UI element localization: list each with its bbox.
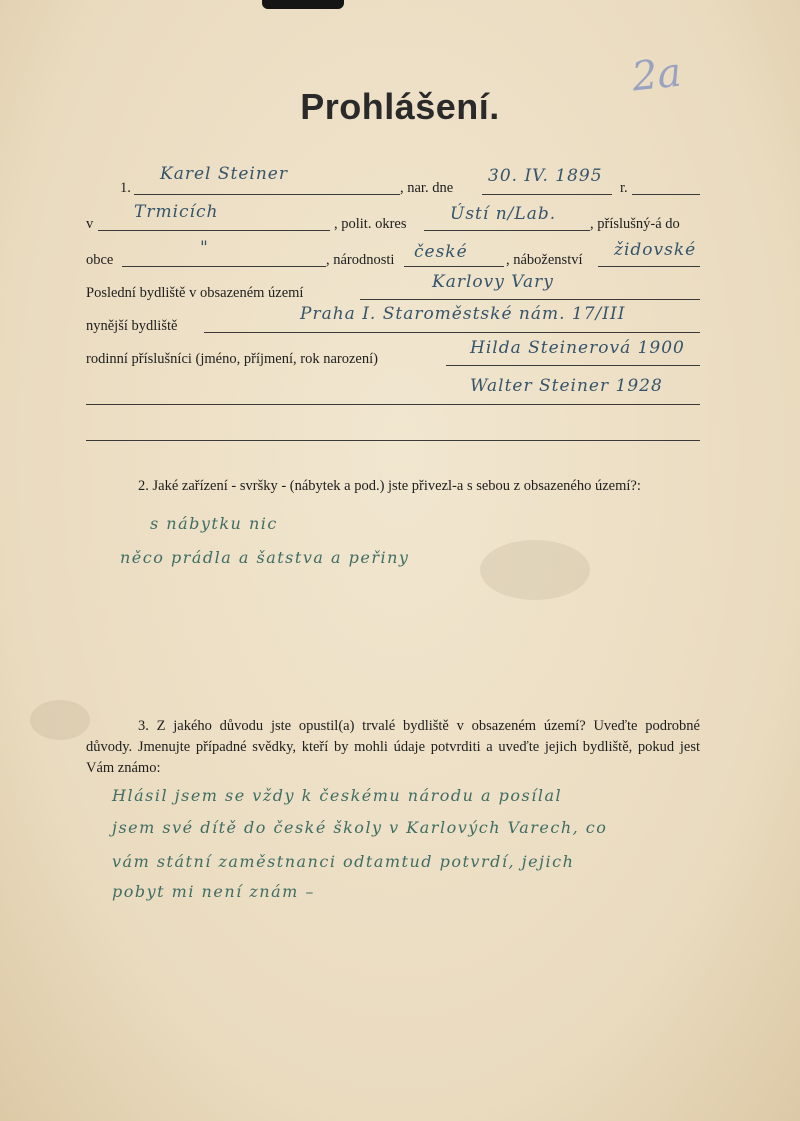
name-handwritten: Karel Steiner: [160, 164, 288, 184]
section3-question: 3. Z jakého důvodu jste opustil(a) trvalé bydliště v obsazeném území? Uveďte podrobné důvody. Jmenujte případné svědky, kteří by mohli údaje potvrditi a uveďte jejich bydliště, pokud jest Vám známo:: [86, 718, 700, 776]
religion-label: , náboženství: [506, 252, 583, 268]
family-line-2: [86, 404, 700, 405]
year-line: [632, 194, 700, 195]
section1-number: 1.: [120, 180, 131, 196]
district-handwritten: Ústí n/Lab.: [450, 204, 557, 224]
born-date-handwritten: 30. IV. 1895: [488, 166, 603, 186]
district-line: [424, 230, 590, 231]
family-member-2: Walter Steiner 1928: [470, 376, 663, 396]
document-title: Prohlášení.: [300, 86, 500, 127]
year-suffix: r.: [620, 180, 628, 196]
page-number-handwritten: 2a: [629, 49, 684, 101]
section2-question: 2. Jaké zařízení - svršky - (nábytek a pod.) jste přivezl-a s sebou z obsazeného území?:: [138, 478, 641, 494]
stain: [30, 700, 90, 740]
family-line-1: [446, 365, 700, 366]
birthplace-line: [98, 230, 330, 231]
nationality-line: [404, 266, 504, 267]
district-label: , polit. okres: [334, 216, 407, 232]
name-line: [134, 194, 400, 195]
municipality-label: obce: [86, 252, 114, 268]
in-label: v: [86, 216, 94, 232]
section3-answer-2: jsem své dítě do české školy v Karlových Varech, co: [112, 818, 608, 837]
born-label: , nar. dne: [400, 180, 454, 196]
religion-line: [598, 266, 700, 267]
religion-handwritten: židovské: [614, 240, 697, 260]
section2-answer-1: s nábytku nic: [150, 514, 278, 533]
family-label: rodinní příslušníci (jméno, příjmení, rok narození): [86, 351, 378, 367]
current-residence-line: [204, 332, 700, 333]
current-residence-handwritten: Praha I. Staroměstské nám. 17/III: [300, 304, 626, 324]
current-residence-label: nynější bydliště: [86, 318, 178, 334]
born-date-line: [482, 194, 612, 195]
section3-answer-1: Hlásil jsem se vždy k českému národu a posílal: [112, 786, 563, 805]
last-residence-line: [360, 299, 700, 300]
binder-tab: [262, 0, 344, 9]
municipality-handwritten: ": [200, 238, 209, 258]
nationality-handwritten: české: [414, 242, 468, 262]
municipality-line: [122, 266, 326, 267]
section2-answer-2: něco prádla a šatstva a peřiny: [120, 548, 410, 567]
family-line-3: [86, 440, 700, 441]
last-residence-handwritten: Karlovy Vary: [432, 272, 554, 292]
last-residence-label: Poslední bydliště v obsazeném území: [86, 285, 304, 301]
birthplace-handwritten: Trmicích: [134, 202, 219, 222]
section3-answer-3: vám státní zaměstnanci odtamtud potvrdí, jejich: [112, 852, 575, 871]
stain: [480, 540, 590, 600]
belongs-label: , příslušný-á do: [590, 216, 680, 232]
section3-answer-4: pobyt mi není znám –: [112, 882, 315, 901]
nationality-label: , národnosti: [326, 252, 395, 268]
family-member-1: Hilda Steinerová 1900: [470, 338, 685, 358]
